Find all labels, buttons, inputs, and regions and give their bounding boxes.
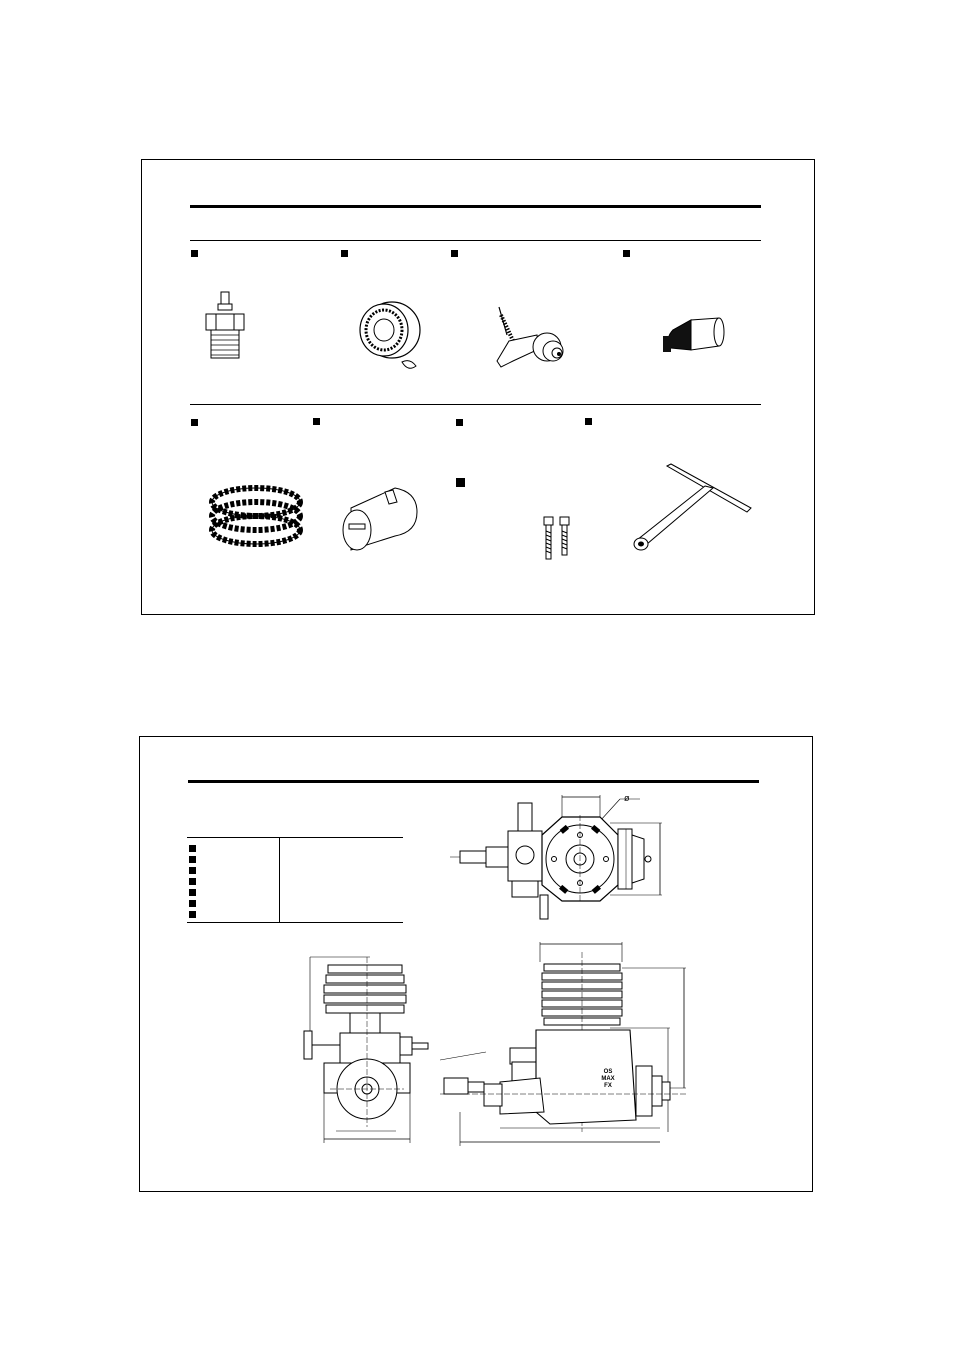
bullet-needle-valve bbox=[451, 250, 458, 257]
engine-badge-line-3: FX bbox=[604, 1083, 612, 1089]
plug-wrench-icon bbox=[629, 462, 754, 554]
spec-table-top-rule bbox=[187, 837, 403, 838]
dimensions-panel bbox=[139, 736, 813, 1192]
bearing-icon bbox=[354, 300, 429, 375]
panel-top-rule bbox=[190, 205, 761, 208]
row2-divider bbox=[190, 404, 761, 405]
bullet-glow-plug bbox=[191, 250, 198, 257]
drive-hub-icon bbox=[337, 478, 427, 553]
engine-side-view-drawing bbox=[440, 942, 690, 1152]
engine-badge-line-1: OS bbox=[603, 1069, 613, 1075]
diameter-symbol: ø bbox=[624, 793, 630, 803]
spec-table-bottom-rule bbox=[187, 922, 403, 923]
engine-rear-view-drawing bbox=[450, 795, 670, 925]
spec-bullet-6 bbox=[189, 900, 196, 907]
bullet-screws-a bbox=[456, 419, 463, 426]
bullet-lock-washer bbox=[191, 419, 198, 426]
needle-valve-icon bbox=[487, 305, 587, 380]
glow-plug-icon bbox=[200, 290, 250, 365]
spec-bullet-2 bbox=[189, 856, 196, 863]
spec-table bbox=[187, 837, 403, 923]
screws-icon bbox=[538, 515, 578, 563]
engine-badge-line-2: MAX bbox=[601, 1076, 615, 1082]
engine-badge bbox=[598, 1069, 618, 1090]
spec-bullet-3 bbox=[189, 867, 196, 874]
bullet-plug-wrench bbox=[585, 418, 592, 425]
engine-front-view-drawing bbox=[300, 947, 440, 1147]
bullet-screws-b bbox=[456, 478, 465, 487]
fuel-filter-icon bbox=[661, 310, 731, 360]
panel-top-rule bbox=[188, 780, 759, 783]
spec-bullet-7 bbox=[189, 911, 196, 918]
bullet-fuel-filter bbox=[623, 250, 630, 257]
spec-bullet-4 bbox=[189, 878, 196, 885]
bullet-drive-hub bbox=[313, 418, 320, 425]
bullet-bearing bbox=[341, 250, 348, 257]
row1-divider bbox=[190, 240, 761, 241]
spare-parts-panel bbox=[141, 159, 815, 615]
spec-bullet-5 bbox=[189, 889, 196, 896]
spec-bullet-1 bbox=[189, 845, 196, 852]
lock-washer-icon bbox=[204, 480, 314, 550]
spec-table-divider bbox=[279, 837, 280, 923]
